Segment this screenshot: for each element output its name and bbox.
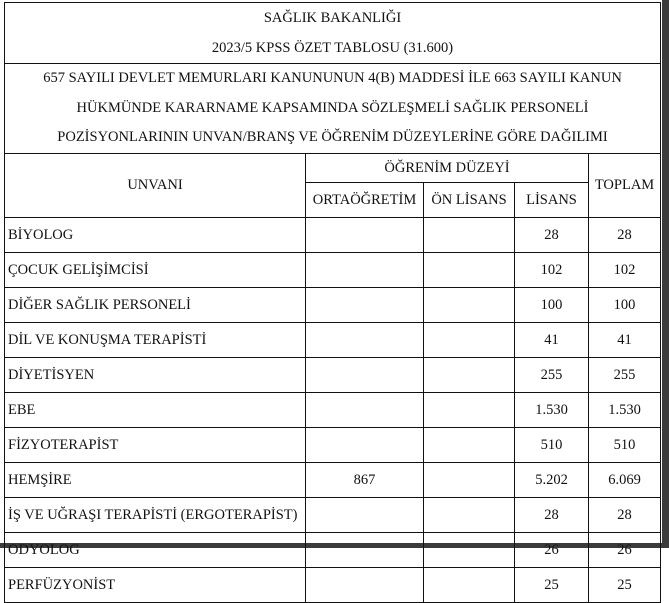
viewer-frame-right: [662, 0, 669, 548]
row-title: ÇOCUK GELİŞİMCİSİ: [5, 253, 306, 288]
row-total: 41: [589, 323, 661, 358]
row-title: BİYOLOG: [5, 218, 306, 253]
row-associate: [424, 463, 515, 498]
row-total: 102: [589, 253, 661, 288]
row-total: 255: [589, 358, 661, 393]
row-bachelor: 5.202: [515, 463, 589, 498]
table-row: [5, 568, 661, 603]
row-secondary: [306, 358, 424, 393]
row-secondary: [306, 218, 424, 253]
row-secondary: [306, 393, 424, 428]
row-associate: [424, 428, 515, 463]
row-secondary: [306, 498, 424, 533]
description-line: POZİSYONLARININ UNVAN/BRANŞ VE ÖĞRENİM DÜZEYLERİNE GÖRE DAĞILIMI: [57, 129, 608, 146]
row-associate: [424, 393, 515, 428]
table-body: [5, 218, 661, 603]
row-bachelor: 255: [515, 358, 589, 393]
header-bachelor: LİSANS: [515, 183, 589, 218]
row-associate: [424, 288, 515, 323]
description-line: 657 SAYILI DEVLET MEMURLARI KANUNUNUN 4(B) MADDESİ İLE 663 SAYILI KANUN: [43, 70, 622, 87]
row-associate: [424, 358, 515, 393]
header-associate: ÖN LİSANS: [424, 183, 515, 218]
row-bachelor: 510: [515, 428, 589, 463]
row-bachelor: 28: [515, 218, 589, 253]
row-associate: [424, 253, 515, 288]
row-bachelor: 41: [515, 323, 589, 358]
table-row: [5, 323, 661, 358]
row-title: ODYOLOG: [5, 533, 306, 568]
table-row: [5, 288, 661, 323]
row-secondary: [306, 253, 424, 288]
header-education-level: ÖĞRENİM DÜZEYİ: [306, 154, 589, 183]
row-secondary: [306, 428, 424, 463]
row-secondary: [306, 533, 424, 568]
row-associate: [424, 568, 515, 603]
row-title: DİL VE KONUŞMA TERAPİSTİ: [5, 323, 306, 358]
row-title: FİZYOTERAPİST: [5, 428, 306, 463]
row-bachelor: 100: [515, 288, 589, 323]
table-row: [5, 358, 661, 393]
row-title: DİĞER SAĞLIK PERSONELİ: [5, 288, 306, 323]
row-title: DİYETİSYEN: [5, 358, 306, 393]
row-total: 1.530: [589, 393, 661, 428]
description-block: [5, 64, 661, 154]
row-title: HEMŞİRE: [5, 463, 306, 498]
row-associate: [424, 498, 515, 533]
title-block: [5, 3, 661, 64]
table-row: [5, 463, 661, 498]
row-title: PERFÜZYONİST: [5, 568, 306, 603]
row-secondary: [306, 568, 424, 603]
kpss-summary-table: [4, 2, 661, 603]
row-secondary: [306, 288, 424, 323]
row-bachelor: 1.530: [515, 393, 589, 428]
row-total: 100: [589, 288, 661, 323]
row-total: 25: [589, 568, 661, 603]
row-associate: [424, 533, 515, 568]
row-bachelor: 102: [515, 253, 589, 288]
table-row: [5, 428, 661, 463]
row-total: 510: [589, 428, 661, 463]
table-row: [5, 253, 661, 288]
table-row: [5, 533, 661, 568]
header-title: UNVANI: [5, 154, 306, 218]
table-row: [5, 218, 661, 253]
table-row: [5, 393, 661, 428]
row-total: 28: [589, 498, 661, 533]
row-title: İŞ VE UĞRAŞI TERAPİSTİ (ERGOTERAPİST): [5, 498, 306, 533]
row-total: 6.069: [589, 463, 661, 498]
header-secondary: ORTAÖĞRETİM: [306, 183, 424, 218]
row-secondary: 867: [306, 463, 424, 498]
row-associate: [424, 218, 515, 253]
description-line: HÜKMÜNDE KARARNAME KAPSAMINDA SÖZLEŞMELİ SAĞLIK PERSONELİ: [76, 99, 589, 116]
summary-title: 2023/5 KPSS ÖZET TABLOSU (31.600): [211, 40, 454, 56]
row-bachelor: 28: [515, 498, 589, 533]
row-bachelor: 26: [515, 533, 589, 568]
row-total: 28: [589, 218, 661, 253]
row-secondary: [306, 323, 424, 358]
table-row: [5, 498, 661, 533]
row-total: 26: [589, 533, 661, 568]
ministry-title: SAĞLIK BAKANLIĞI: [263, 10, 402, 26]
row-title: EBE: [5, 393, 306, 428]
row-bachelor: 25: [515, 568, 589, 603]
row-associate: [424, 323, 515, 358]
header-total: TOPLAM: [589, 154, 661, 218]
